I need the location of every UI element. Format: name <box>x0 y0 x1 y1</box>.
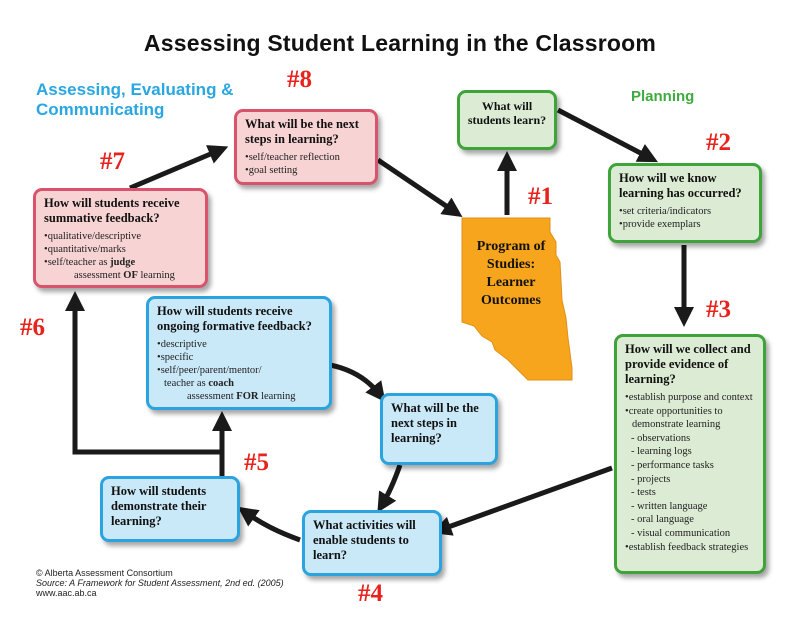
list-item: • establish feedback strategies <box>625 541 755 555</box>
role-keyword: judge <box>110 257 136 268</box>
list-item: - observations <box>625 432 755 446</box>
list-item-text: learning <box>137 270 175 281</box>
node-what-students-learn <box>457 90 557 150</box>
section-heading-planning: Planning <box>631 88 695 105</box>
arrow-summative-to-nextsteps <box>130 150 220 188</box>
node-item-list <box>619 205 751 231</box>
list-item-text: assessment <box>187 391 237 402</box>
node-question: How will students receive summative feedback? <box>44 196 180 225</box>
list-item <box>44 256 197 269</box>
list-item: - performance tasks <box>625 459 755 473</box>
node-item-list <box>44 230 197 282</box>
list-item-text: teacher as <box>164 378 209 389</box>
node-demonstrate-learning <box>100 476 240 542</box>
node-question: What will be the next steps in learning? <box>391 401 479 445</box>
assessment-keyword: OF <box>123 270 138 281</box>
step-number-2: #2 <box>706 129 731 156</box>
node-question: How will students demonstrate their learning? <box>111 484 207 528</box>
list-item-text: assessment <box>74 270 124 281</box>
copyright-line: © Alberta Assessment Consortium <box>36 568 173 578</box>
step-number-5: #5 <box>244 449 269 476</box>
list-item <box>44 269 197 282</box>
node-question: What activities will enable students to learn? <box>313 518 416 562</box>
node-next-steps-pink <box>234 109 378 185</box>
arrow-formative-to-nextsteps <box>330 365 380 395</box>
list-item: • set criteria/indicators <box>619 205 751 218</box>
list-item: • goal setting <box>245 164 367 177</box>
list-item: - tests <box>625 486 755 500</box>
list-item: - written language <box>625 500 755 514</box>
node-question: What will students learn? <box>467 99 547 127</box>
arrow-activities-to-demonstrate <box>245 512 300 540</box>
list-item: • self/teacher reflection <box>245 151 367 164</box>
page-title: Assessing Student Learning in the Classroom <box>143 30 657 56</box>
list-item-text: self/teacher as <box>47 257 111 268</box>
arrow-nextsteps-to-activities <box>382 465 400 505</box>
node-next-steps-blue <box>380 393 498 465</box>
list-item: • provide exemplars <box>619 218 751 231</box>
list-item: • descriptive <box>157 338 321 351</box>
assessment-keyword: FOR <box>236 391 259 402</box>
list-item: • self/peer/parent/mentor/ <box>157 364 321 377</box>
step-number-3: #3 <box>706 296 731 323</box>
section-heading-assessing: Assessing, Evaluating & Communicating <box>36 80 234 119</box>
list-item: demonstrate learning <box>632 419 721 431</box>
program-of-studies-label: Program of Studies: Learner Outcomes <box>476 239 546 308</box>
list-item: • establish purpose and context <box>625 391 755 405</box>
list-item: • create opportunities to <box>625 405 755 419</box>
node-how-know-learning <box>608 163 762 243</box>
arrow-collect-to-activities <box>440 468 612 530</box>
step-number-4: #4 <box>358 580 383 607</box>
list-item-text: learning <box>258 391 296 402</box>
node-question: What will be the next steps in learning? <box>245 117 359 146</box>
list-item <box>157 377 321 390</box>
list-item: - projects <box>625 473 755 487</box>
list-item <box>157 390 321 403</box>
node-what-activities <box>302 510 442 576</box>
node-summative-feedback <box>33 188 208 288</box>
list-item: - oral language <box>625 513 755 527</box>
node-formative-feedback <box>146 296 332 410</box>
credit-block <box>36 568 284 598</box>
role-keyword: coach <box>208 378 234 389</box>
list-item: • quantitative/marks <box>44 243 197 256</box>
node-item-list <box>245 151 367 177</box>
step-number-1: #1 <box>528 183 553 210</box>
list-item: - visual communication <box>625 527 755 541</box>
node-collect-evidence <box>614 334 766 574</box>
step-number-7: #7 <box>100 148 125 175</box>
step-number-6: #6 <box>20 314 45 341</box>
list-item: - learning logs <box>625 445 755 459</box>
source-line: Source: A Framework for Student Assessment, 2nd ed. (2005) <box>36 578 284 588</box>
list-item: • qualitative/descriptive <box>44 230 197 243</box>
step-number-8: #8 <box>287 66 312 93</box>
node-question: How will students receive ongoing formative feedback? <box>157 304 312 333</box>
node-question: How will we collect and provide evidence of learning? <box>625 342 751 386</box>
list-item: • specific <box>157 351 321 364</box>
node-question: How will we know learning has occurred? <box>619 171 742 200</box>
arrow-learn-to-know <box>558 110 650 158</box>
website-line: www.aac.ab.ca <box>36 588 97 598</box>
node-item-list <box>625 391 755 554</box>
arrow-nextsteps-to-program <box>378 160 455 212</box>
node-item-list <box>157 338 321 403</box>
